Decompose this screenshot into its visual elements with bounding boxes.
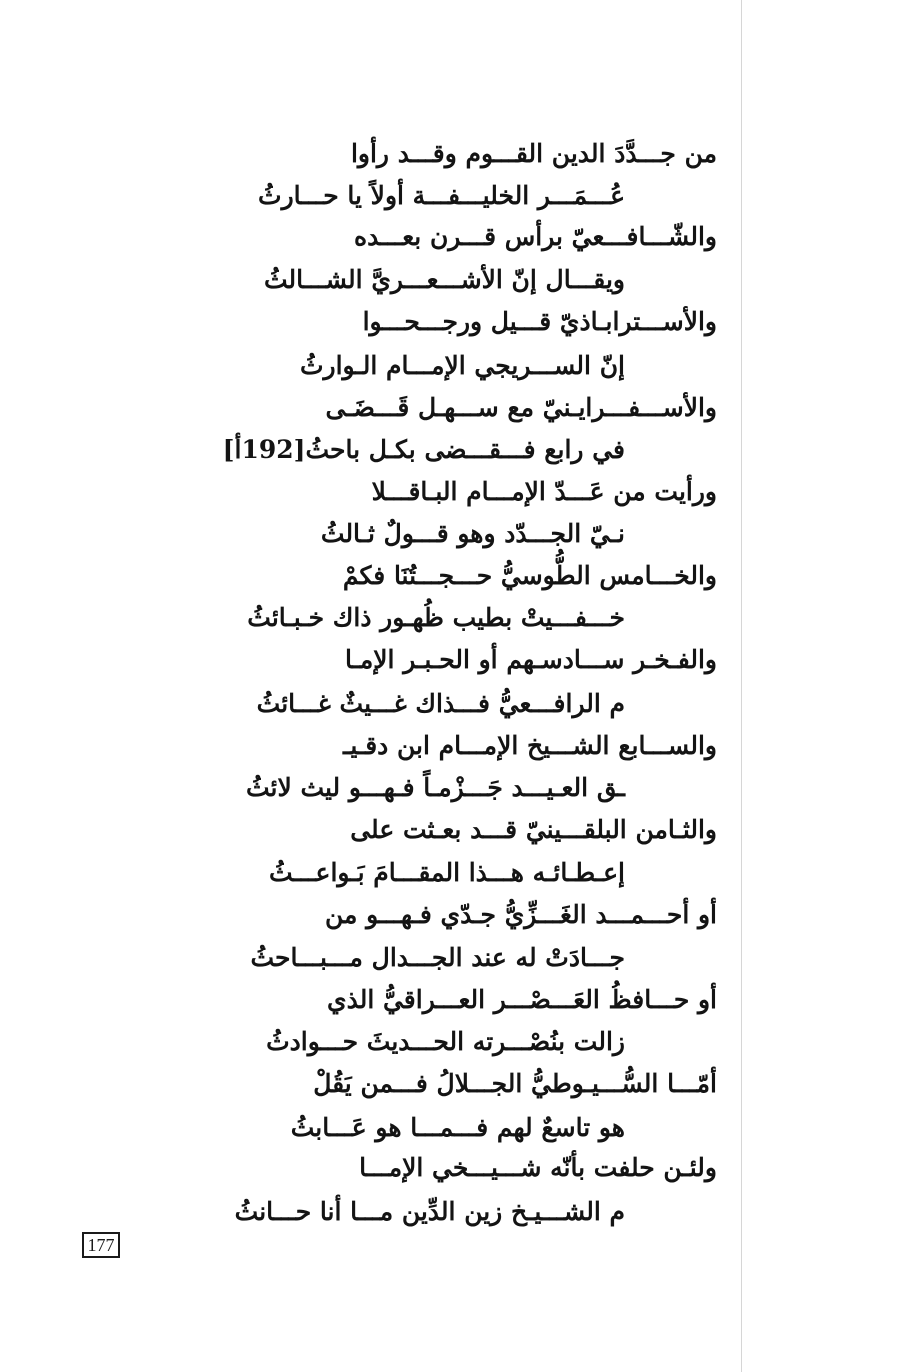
verse-line-7: والأســـفـــرايـنيّ مع ســـهـل قَـــضَـى	[325, 393, 717, 422]
verse-line-15: والســـابع الشـــيخ الإمـــام ابن دقـيـ	[343, 731, 717, 760]
verse-line-22: زالت بنُصْـــرته الحـــديثَ حـــوادثُ	[266, 1027, 625, 1056]
verse-line-9: ورأيت من عَـــدّ الإمـــام البـاقـــلا	[371, 477, 717, 506]
verse-line-1: من جـــدَّدَ الدين القـــوم وقـــد رأوا	[350, 139, 717, 168]
verse-line-16: ـق العـيـــد جَـــزْمـاً فـهـــو ليث لائثُ	[246, 773, 625, 802]
verse-line-14: م الرافـــعيُّ فـــذاك غـــيثٌ غـــائثُ	[256, 689, 625, 718]
verse-line-25: ولئـن حلفت بأنّه شـــيـــخي الإمـــا	[359, 1153, 717, 1182]
page-number: 177	[82, 1232, 120, 1258]
verse-line-6: إنّ الســـريجي الإمـــام الـوارثُ	[300, 351, 625, 380]
verse-line-10: نـيّ الجـــدّد وهو قـــولٌ ثـالثُ	[320, 519, 625, 548]
verse-line-21: أو حـــافظُ العَـــصْـــر العـــراقيُّ الذي	[327, 985, 717, 1014]
verse-line-4: ويقـــال إنّ الأشـــعـــريَّ الشـــالثُ	[264, 265, 625, 294]
verse-line-17: والثـامن البلقـــينيّ قـــد بعـثت على	[350, 815, 717, 844]
verse-line-23: أمّـــا السُّـــيـوطيُّ الجـــلالُ فـــمن يَقُلْ	[313, 1069, 717, 1098]
verse-line-24: هو تاسعٌ لهم فـــمـــا هو عَـــابثُ	[290, 1113, 625, 1142]
verse-line-13: والفـخـر ســـادسـهم أو الحـبـر الإمـا	[344, 645, 717, 674]
verse-line-3: والشّـــافـــعيّ برأس قـــرن بعـــده	[354, 222, 717, 251]
verse-line-19: أو أحـــمـــد الغَـــزِّيُّ جـدّي فـهـــو من	[325, 900, 717, 929]
verse-line-20: جـــادَتْ له عند الجـــدال مـــبـــاحثُ	[250, 943, 625, 972]
verse-line-8: في رابع فـــقـــضى بكـل باحثُ[192أ]	[222, 435, 625, 464]
verse-line-26: م الشـــيـخ زين الدِّين مـــا أنا حـــانثُ	[234, 1197, 625, 1226]
verse-line-11: والخـــامس الطُّوسيُّ حـــجـــتُنَا فكمْ	[342, 561, 717, 590]
verse-line-2: عُـــمَـــر الخليـــفـــة أولاً يا حـــارثُ	[258, 181, 625, 210]
verse-line-5: والأســـترابـاذيّ قـــيل ورجـــحـــوا	[362, 307, 717, 336]
verse-line-18: إعـطـائـه هـــذا المقـــامَ بَـواعـــثُ	[269, 858, 625, 887]
verse-line-12: خـــفـــيتْ بطيب ظُهـور ذاك خـبـائثُ	[247, 603, 625, 632]
